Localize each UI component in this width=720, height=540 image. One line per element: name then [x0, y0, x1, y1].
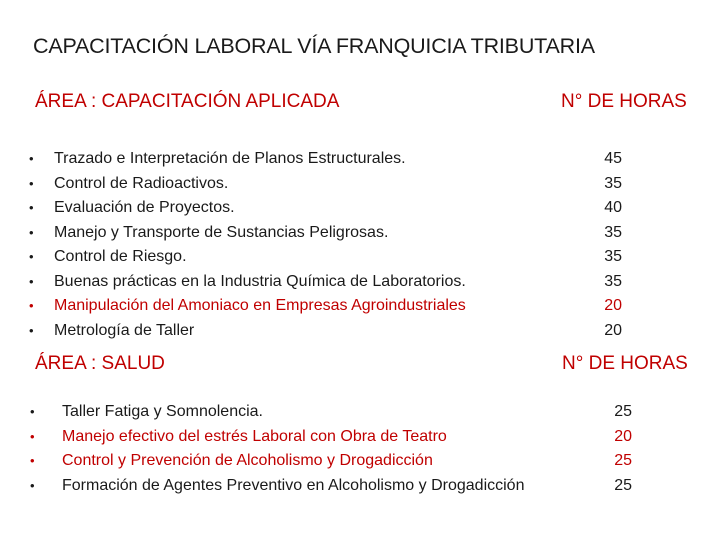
- course-hours: 45: [604, 150, 622, 167]
- course-hours: 35: [604, 248, 622, 265]
- bullet-icon: •: [30, 404, 35, 419]
- course-name: Manipulación del Amoniaco en Empresas Agroindustriales: [54, 297, 466, 314]
- course-name: Evaluación de Proyectos.: [54, 199, 235, 216]
- course-list: [0, 147, 720, 343]
- list-item: [0, 400, 720, 425]
- list-item: [0, 294, 720, 319]
- bullet-icon: •: [29, 322, 34, 338]
- bullet-icon: •: [30, 477, 35, 493]
- course-name: Taller Fatiga y Somnolencia.: [62, 403, 263, 420]
- bullet-icon: •: [29, 273, 34, 289]
- course-hours: 25: [614, 452, 632, 469]
- list-item: [0, 221, 720, 246]
- list-item: [0, 245, 720, 270]
- area-title-capacitacion-aplicada: ÁREA : CAPACITACIÓN APLICADA: [35, 91, 340, 112]
- course-hours: 25: [614, 403, 632, 420]
- bullet-icon: •: [30, 453, 35, 468]
- bullet-icon: •: [29, 298, 34, 313]
- course-hours: 35: [604, 223, 622, 241]
- course-hours: 35: [604, 272, 622, 290]
- list-item: [0, 196, 720, 221]
- list-item: [0, 474, 720, 499]
- bullet-icon: •: [29, 200, 34, 215]
- list-item: [0, 319, 720, 344]
- course-list: [0, 400, 720, 498]
- bullet-icon: •: [29, 224, 34, 240]
- course-name: Control de Riesgo.: [54, 248, 187, 265]
- list-item: [0, 147, 720, 172]
- course-name: Manejo efectivo del estrés Laboral con Obra de Teatro: [62, 427, 447, 445]
- course-hours: 35: [604, 174, 622, 192]
- course-hours: 20: [604, 321, 622, 339]
- course-name: Manejo y Transporte de Sustancias Peligrosas.: [54, 223, 389, 241]
- hours-header: N° DE HORAS: [561, 91, 687, 112]
- course-name: Trazado e Interpretación de Planos Estructurales.: [54, 150, 406, 167]
- list-item: [0, 172, 720, 197]
- bullet-icon: •: [30, 428, 35, 444]
- bullet-icon: •: [29, 249, 34, 264]
- course-hours: 20: [604, 297, 622, 314]
- course-name: Control de Radioactivos.: [54, 174, 229, 192]
- list-item: [0, 270, 720, 295]
- course-hours: 20: [614, 427, 632, 445]
- course-name: Buenas prácticas en la Industria Química de Laboratorios.: [54, 272, 466, 290]
- course-name: Formación de Agentes Preventivo en Alcoholismo y Drogadicción: [62, 476, 525, 494]
- course-name: Control y Prevención de Alcoholismo y Drogadicción: [62, 452, 433, 469]
- bullet-icon: •: [29, 175, 34, 191]
- page-title: CAPACITACIÓN LABORAL VÍA FRANQUICIA TRIBUTARIA: [33, 34, 595, 58]
- course-hours: 40: [604, 199, 622, 216]
- list-item: [0, 449, 720, 474]
- bullet-icon: •: [29, 151, 34, 166]
- list-item: [0, 425, 720, 450]
- hours-header: N° DE HORAS: [562, 353, 688, 374]
- course-name: Metrología de Taller: [54, 321, 195, 339]
- area-title-salud: ÁREA : SALUD: [35, 353, 165, 374]
- course-hours: 25: [614, 476, 632, 494]
